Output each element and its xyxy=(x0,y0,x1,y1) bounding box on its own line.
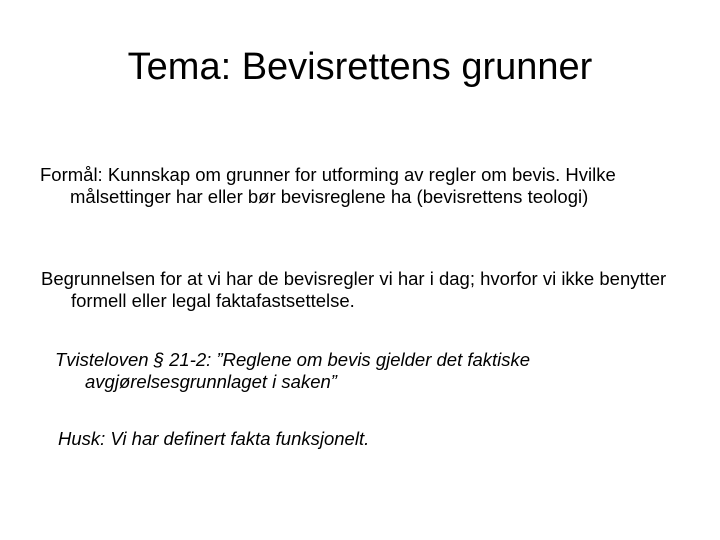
paragraph-reminder: Husk: Vi har definert fakta funksjonelt. xyxy=(58,428,370,449)
paragraph-statute-quote: Tvisteloven § 21-2: ”Reglene om bevis gjelder det faktiske avgjørelsesgrunnlaget i saken” xyxy=(55,349,531,392)
paragraph-justification: Begrunnelsen for at vi har de bevisregler vi har i dag; hvorfor vi ikke benytter formell eller legal faktafastsettelse. xyxy=(41,268,667,311)
slide-title: Tema: Bevisrettens grunner xyxy=(127,46,593,88)
paragraph-purpose: Formål: Kunnskap om grunner for utforming av regler om bevis. Hvilke målsettinger har eller bør bevisreglene ha (bevisrettens teologi) xyxy=(40,164,616,207)
